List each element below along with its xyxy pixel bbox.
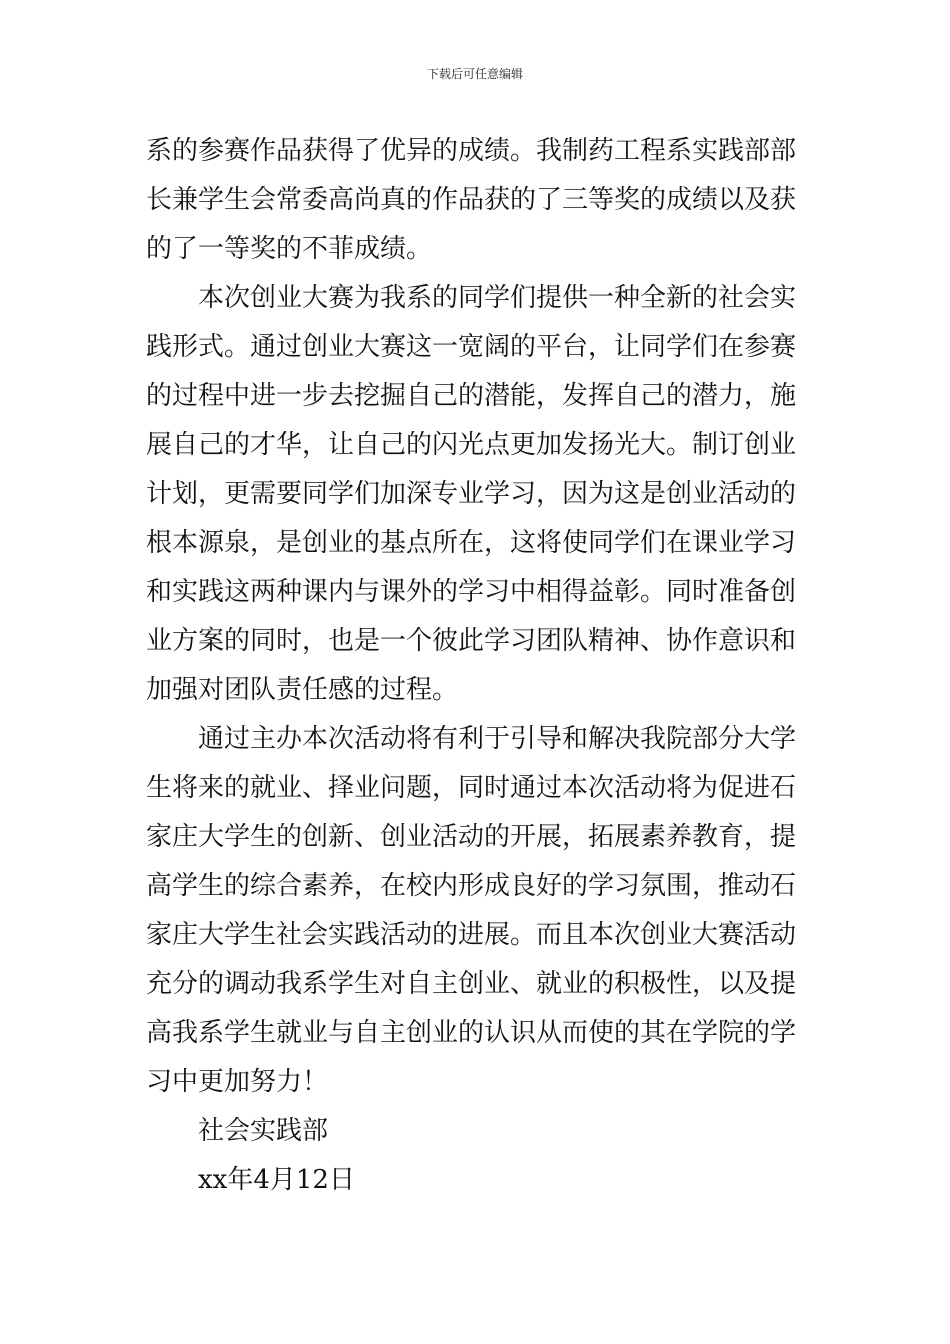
text-line: 践形式。通过创业大赛这一宽阔的平台，让同学们在参赛 bbox=[146, 332, 797, 362]
text-line: 高我系学生就业与自主创业的认识从而使的其在学院的学 bbox=[146, 1018, 797, 1048]
text-line: 计划，更需要同学们加深专业学习，因为这是创业活动的 bbox=[146, 479, 797, 509]
text-line: 充分的调动我系学生对自主创业、就业的积极性，以及提 bbox=[146, 969, 797, 999]
document-body bbox=[146, 127, 810, 1205]
text-line: 系的参赛作品获得了优异的成绩。我制药工程系实践部部 bbox=[146, 136, 797, 166]
paragraph-start-line: 通过主办本次活动将有利于引导和解决我院部分大学 bbox=[198, 724, 797, 754]
signature: 社会实践部 bbox=[198, 1116, 329, 1146]
text-line: 家庄大学生的创新、创业活动的开展，拓展素养教育，提 bbox=[146, 822, 797, 852]
text-line: 的过程中进一步去挖掘自己的潜能，发挥自己的潜力，施 bbox=[146, 381, 797, 411]
date: xx年4月12日 bbox=[198, 1165, 355, 1195]
text-line: 家庄大学生社会实践活动的进展。而且本次创业大赛活动 bbox=[146, 920, 797, 950]
text-line: 的了一等奖的不菲成绩。 bbox=[146, 234, 433, 264]
download-note: 下载后可任意编辑 bbox=[426, 67, 523, 81]
text-line: 和实践这两种课内与课外的学习中相得益彰。同时准备创 bbox=[146, 577, 797, 607]
text-line: 习中更加努力！ bbox=[146, 1067, 329, 1097]
text-line: 长兼学生会常委高尚真的作品获的了三等奖的成绩以及获 bbox=[146, 185, 797, 215]
paragraph-start-line: 本次创业大赛为我系的同学们提供一种全新的社会实 bbox=[198, 283, 797, 313]
text-line: 高学生的综合素养，在校内形成良好的学习氛围，推动石 bbox=[146, 871, 797, 901]
text-line: 根本源泉，是创业的基点所在，这将使同学们在课业学习 bbox=[146, 528, 797, 558]
text-line: 展自己的才华，让自己的闪光点更加发扬光大。制订创业 bbox=[146, 430, 797, 460]
text-line: 生将来的就业、择业问题，同时通过本次活动将为促进石 bbox=[146, 773, 797, 803]
text-line: 业方案的同时，也是一个彼此学习团队精神、协作意识和 bbox=[146, 626, 797, 656]
text-line: 加强对团队责任感的过程。 bbox=[146, 675, 459, 705]
